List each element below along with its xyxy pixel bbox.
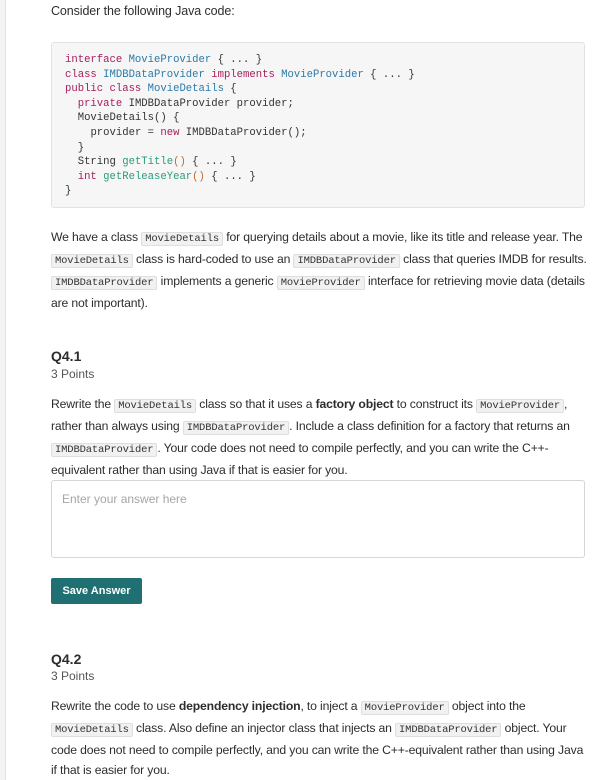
code-text: { <box>223 83 237 96</box>
text-run: for querying details about a movie, like its title and release year. The <box>223 230 583 244</box>
text-run: class that queries IMDB for results. <box>399 252 587 266</box>
text-run: implements a generic <box>157 274 277 288</box>
code-keyword: implements <box>211 68 275 81</box>
code-keyword: interface <box>65 54 123 66</box>
code-parens: () <box>192 170 205 183</box>
code-text: { ... } <box>204 170 256 183</box>
inline-code: MovieProvider <box>476 399 564 413</box>
code-type: IMDBDataProvider <box>103 68 205 81</box>
inline-code: IMDBDataProvider <box>395 723 501 737</box>
text-run: , rather than always using <box>51 397 568 433</box>
inline-code: MovieProvider <box>277 276 365 290</box>
inline-code: IMDBDataProvider <box>293 254 399 268</box>
inline-code: MovieDetails <box>141 232 223 246</box>
code-keyword: public class <box>65 83 142 96</box>
inline-code: MovieDetails <box>51 254 133 268</box>
text-run: class is hard-coded to use an <box>132 252 294 266</box>
text-run: class. Also define an injector class that injects an <box>132 721 396 735</box>
question-points: 3 Points <box>51 669 95 683</box>
bold-term: dependency injection <box>178 699 301 713</box>
code-parens: () <box>173 156 186 169</box>
code-type: MovieDetails <box>147 83 224 96</box>
code-text: IMDBDataProvider provider; <box>122 97 294 110</box>
text-run: object. Your code does not need to compile perfectly, and you can write the C++-equivalent rather than using Java if that is easier for you. <box>51 721 584 777</box>
intro-text: Consider the following Java code: <box>51 4 235 18</box>
question-prompt <box>51 696 589 780</box>
text-run: Rewrite the code to use <box>51 699 179 713</box>
code-keyword: class <box>65 68 97 81</box>
code-text: { ... } <box>211 54 263 66</box>
inline-code: MovieProvider <box>361 701 449 715</box>
question-title: Q4.1 <box>51 348 82 364</box>
text-run: , to inject a <box>300 699 361 713</box>
text-run: . Your code does not need to compile perfectly, and you can write the C++-equivalent rather than using Java if that is easier for you. <box>51 441 549 477</box>
code-text: provider = <box>90 126 161 139</box>
question-points: 3 Points <box>51 367 95 381</box>
question-prompt <box>51 394 589 480</box>
inline-code: MovieDetails <box>51 723 133 737</box>
code-text: MovieDetails() { <box>77 112 180 125</box>
code-function: getTitle <box>122 156 174 169</box>
code-keyword: private <box>77 97 123 110</box>
code-block <box>51 42 585 208</box>
code-text: } <box>77 141 85 154</box>
code-text: { ... } <box>185 156 237 169</box>
code-function: getReleaseYear <box>103 170 193 183</box>
save-answer-button[interactable]: Save Answer <box>51 578 142 604</box>
code-type: MovieProvider <box>281 68 364 81</box>
code-keyword: int <box>77 170 97 183</box>
question-title: Q4.2 <box>51 651 82 667</box>
code-text: { ... } <box>363 68 415 81</box>
inline-code: IMDBDataProvider <box>51 443 157 457</box>
code-text: } <box>65 185 72 198</box>
answer-input[interactable] <box>51 480 585 558</box>
inline-code: IMDBDataProvider <box>51 276 157 290</box>
java-code <box>65 53 415 199</box>
code-type: MovieProvider <box>128 54 212 66</box>
bold-term: factory object <box>315 397 394 411</box>
inline-code: MovieDetails <box>114 399 196 413</box>
code-keyword: new <box>160 126 180 139</box>
text-run: to construct its <box>393 397 477 411</box>
code-text: String <box>77 156 123 169</box>
text-run: Rewrite the <box>51 397 115 411</box>
text-run: . Include a class definition for a factory that returns an <box>289 419 570 433</box>
text-run: We have a class <box>51 230 142 244</box>
text-run: object into the <box>448 699 526 713</box>
inline-code: IMDBDataProvider <box>183 421 289 435</box>
code-text: IMDBDataProvider(); <box>179 126 307 139</box>
description-paragraph <box>51 227 589 313</box>
text-run: interface for retrieving movie data (details are not important). <box>51 274 585 310</box>
text-run: class so that it uses a <box>196 397 316 411</box>
page-panel <box>5 0 615 780</box>
